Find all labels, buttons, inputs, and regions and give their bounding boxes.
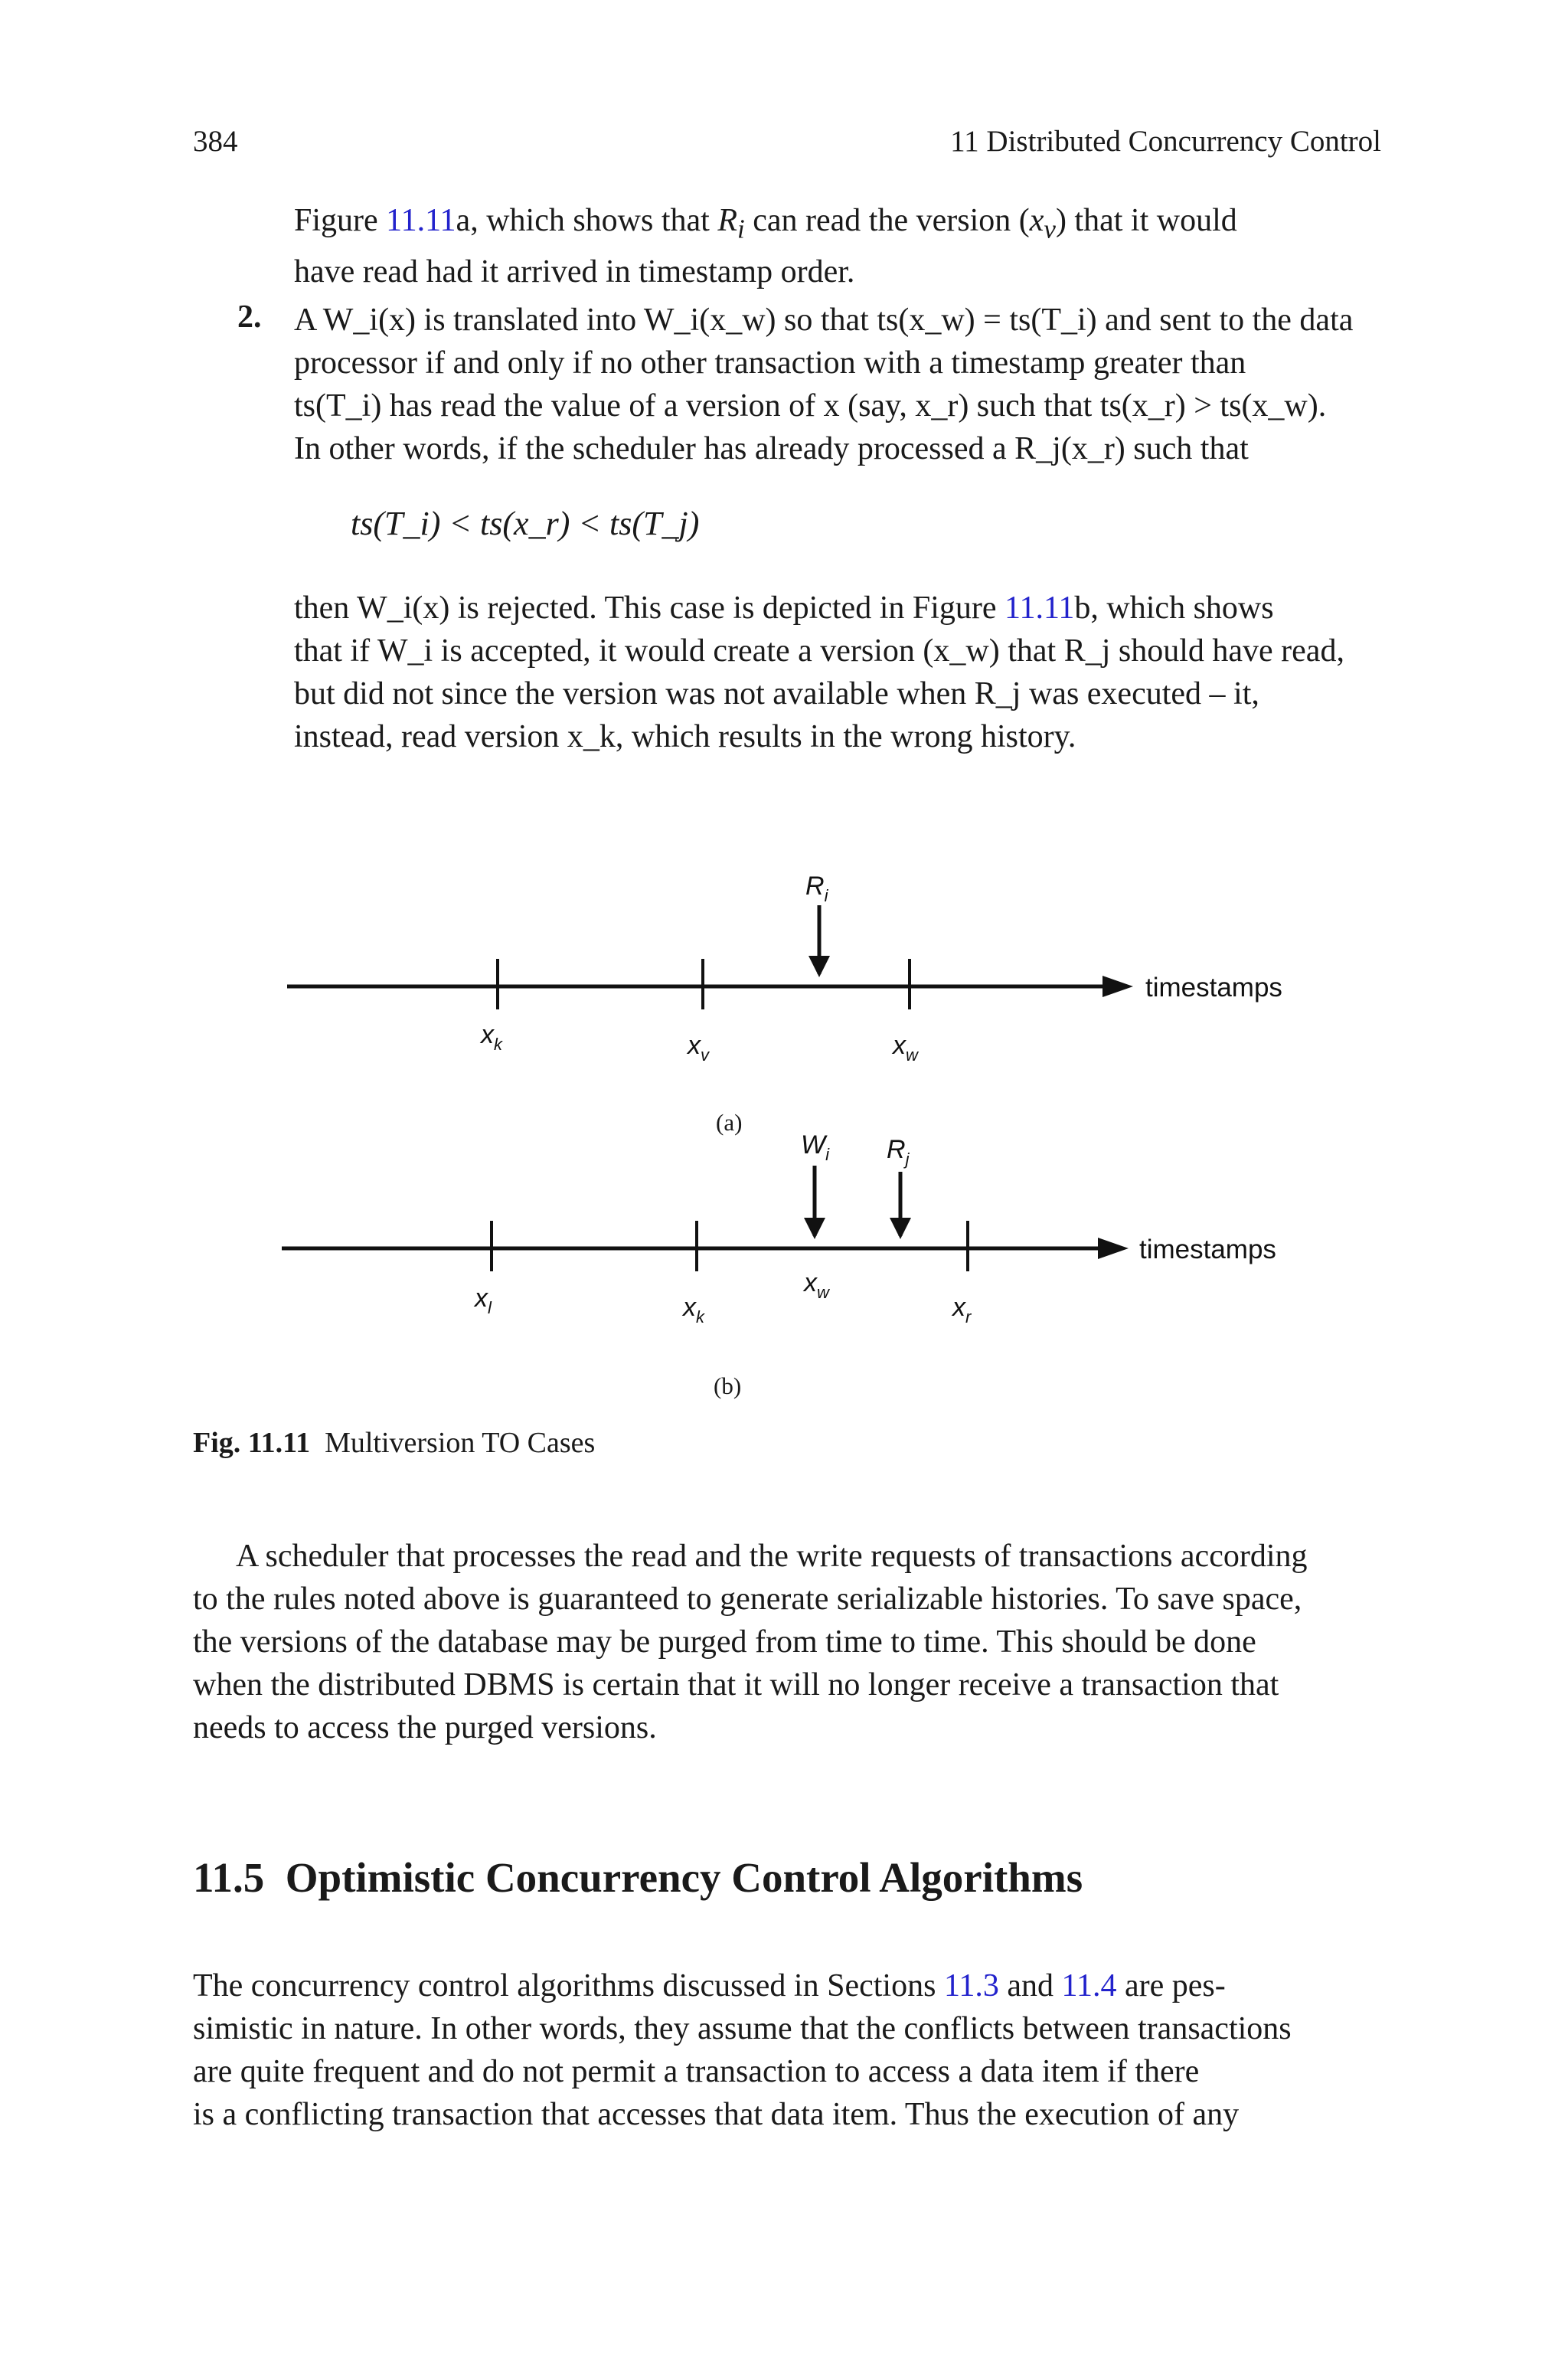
tick-label: $x_r$ xyxy=(952,1293,972,1326)
arrowhead xyxy=(890,1218,911,1239)
text-line: when the distributed DBMS is certain that it will no longer receive a transaction that xyxy=(193,1667,1279,1703)
text-line: to the rules noted above is guaranteed to generate serializable histories. To save space, xyxy=(193,1582,1302,1617)
section-heading: 11.5 Optimistic Concurrency Control Algorithms xyxy=(193,1854,1083,1901)
text-line: but did not since the version was not available when R_j was executed – it, xyxy=(294,676,1259,711)
figure-link[interactable]: 11.11 xyxy=(386,203,456,238)
text-line: Figure 11.11a, which shows that $R_i$ can read the version $(x_v)$ that it would xyxy=(294,203,1237,244)
section-link[interactable]: 11.4 xyxy=(1061,1968,1117,2003)
figure-link[interactable]: 11.11 xyxy=(1004,590,1075,626)
running-header: 11 Distributed Concurrency Control xyxy=(950,125,1381,158)
arrowhead xyxy=(804,1218,825,1239)
text-line: A scheduler that processes the read and the write requests of transactions according xyxy=(236,1539,1308,1574)
arrow-label: $W_i$ xyxy=(801,1130,829,1164)
text-line: is a conflicting transaction that accesses that data item. Thus the execution of any xyxy=(193,2097,1240,2132)
section-link[interactable]: 11.3 xyxy=(943,1968,999,2003)
tick-label: $x_k$ xyxy=(481,1020,502,1054)
axis-label: timestamps xyxy=(1139,1235,1276,1264)
tick-label: $x_l$ xyxy=(475,1284,492,1317)
text-line: In other words, if the scheduler has already processed a R_j(x_r) such that xyxy=(294,431,1249,466)
text-line: instead, read version x_k, which results in the wrong history. xyxy=(294,719,1076,754)
text-line: ts(T_i) has read the value of a version of x (say, x_r) such that ts(x_r) > ts(x_w). xyxy=(294,388,1327,424)
text-line: have read had it arrived in timestamp order. xyxy=(294,254,855,290)
arrowhead xyxy=(808,956,830,977)
arrow-label: $R_j$ xyxy=(887,1135,910,1169)
text-line: the versions of the database may be purged from time to time. This should be done xyxy=(193,1624,1256,1660)
tick-label: $x_v$ xyxy=(688,1031,709,1065)
body-paragraph xyxy=(193,1964,1381,2136)
tick-label: $x_w$ xyxy=(893,1031,918,1065)
diagram-b xyxy=(282,1130,1276,1326)
page-number: 384 xyxy=(193,125,238,158)
axis-label: timestamps xyxy=(1145,973,1282,1003)
list-number: 2. xyxy=(237,299,262,335)
figure-caption: Fig. 11.11 Multiversion TO Cases xyxy=(193,1427,596,1459)
arrow-label: $R_i$ xyxy=(805,872,828,905)
text-line: The concurrency control algorithms discussed in Sections 11.3 and 11.4 are pes- xyxy=(193,1968,1226,2003)
formula: ts(T_i) < ts(x_r) < ts(T_j) xyxy=(351,505,700,542)
text-line: A W_i(x) is translated into W_i(x_w) so that ts(x_w) = ts(T_i) and sent to the data xyxy=(294,303,1354,338)
text-line: needs to access the purged versions. xyxy=(193,1710,657,1745)
text-line: simistic in nature. In other words, they assume that the conflicts between transactions xyxy=(193,2011,1292,2046)
body-paragraph xyxy=(193,1535,1381,1749)
text-line: then W_i(x) is rejected. This case is depicted in Figure 11.11b, which shows xyxy=(294,590,1274,626)
axis-arrowhead xyxy=(1098,1238,1129,1259)
subfigure-label-a: (a) xyxy=(716,1109,743,1136)
text-line: are quite frequent and do not permit a transaction to access a data item if there xyxy=(193,2054,1200,2089)
text-line: that if W_i is accepted, it would create a version (x_w) that R_j should have read, xyxy=(294,633,1344,669)
diagram-a xyxy=(287,872,1282,1065)
text-line: processor if and only if no other transaction with a timestamp greater than xyxy=(294,345,1246,381)
tick-label: $x_w$ xyxy=(804,1268,829,1302)
subfigure-label-b: (b) xyxy=(714,1372,742,1399)
tick-label: $x_k$ xyxy=(683,1293,704,1326)
axis-arrowhead xyxy=(1102,976,1133,997)
